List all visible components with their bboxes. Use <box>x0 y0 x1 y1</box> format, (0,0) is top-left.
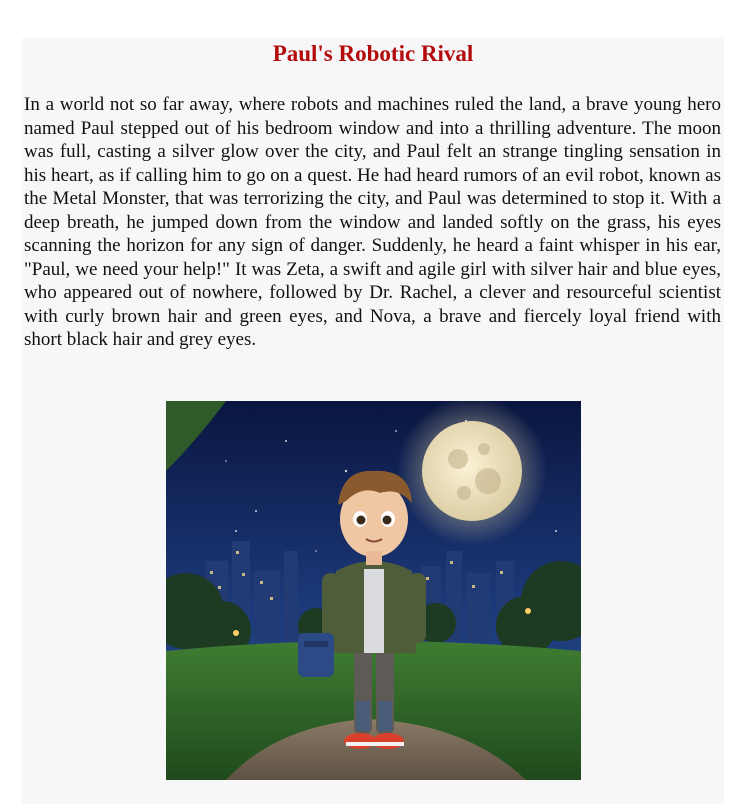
story-paragraph: In a world not so far away, where robots and machines ruled the land, a brave young hero named Paul stepped out of his bedroom window and into a thrilling adventure. The moon was full, casting a silver glow over the city, and Paul felt an strange tingling sensation in his heart, as if calling him to go on a quest. He had heard rumors of an evil robot, known as the Metal Monster, that was terrorizing the city, and Paul was determined to stop it. With a deep breath, he jumped down from the window and landed softly on the grass, his eyes scanning the horizon for any sign of danger. Suddenly, he heard a faint whisper in his ear, "Paul, we need your help!" It was Zeta, a swift and agile girl with silver hair and blue eyes, who appeared out of nowhere, followed by Dr. Rachel, a clever and resourceful scientist with curly brown hair and green eyes, and Nova, a brave and fiercely loyal friend with short black hair and grey eyes. <box>24 94 721 350</box>
story-title: Paul's Robotic Rival <box>272 41 474 66</box>
moonlit-park-boy-image <box>166 401 581 780</box>
story-illustration <box>166 401 581 780</box>
story-page <box>22 38 724 804</box>
